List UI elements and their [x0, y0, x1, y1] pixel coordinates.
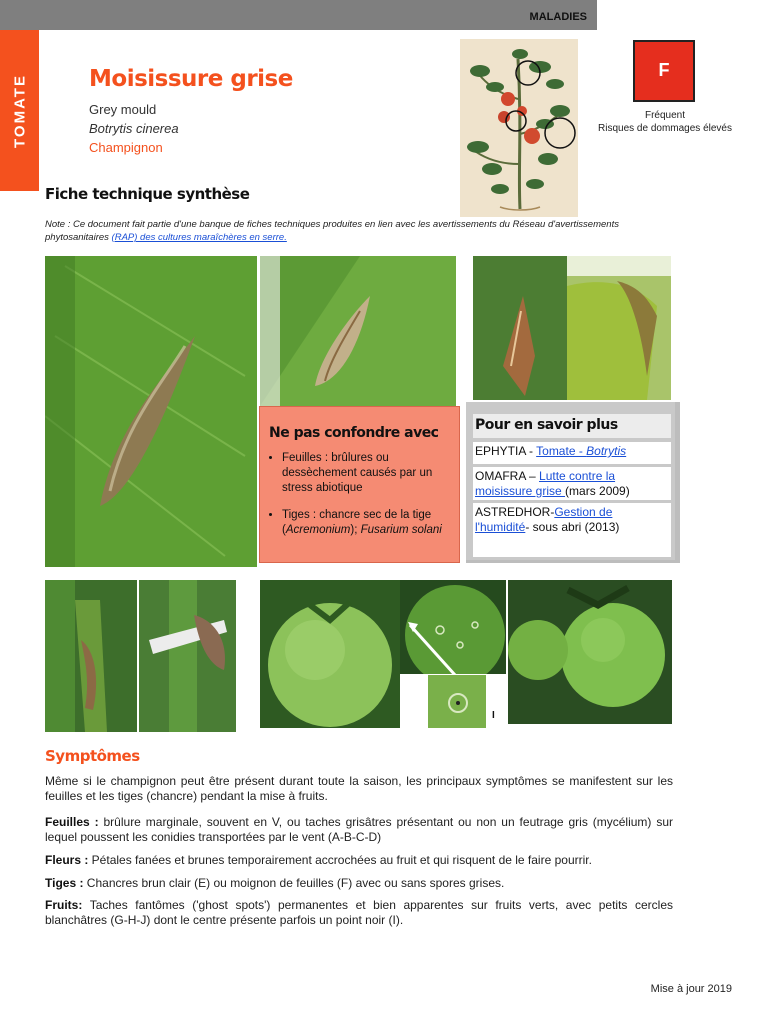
- leaves-text: brûlure marginale, souvent en V, ou taches grisâtres présentant ou non un feutrage gris (mycélium) sur lequel poussent les conidies transportées par le vent (A-B-C-D): [45, 815, 673, 844]
- latin-name: Botrytis cinerea: [89, 121, 179, 136]
- confusion-item-stems-sep: );: [350, 524, 361, 536]
- photo-b-leaf-spot: [260, 256, 456, 406]
- rap-link[interactable]: (RAP) des cultures maraîchères en serre.: [111, 232, 287, 243]
- ephytia-link[interactable]: [536, 444, 626, 458]
- update-date: Mise à jour 2019: [650, 983, 732, 995]
- photo-c-v-lesion: [473, 256, 567, 400]
- photo-d-leaf-margin: [567, 256, 671, 400]
- confusion-list: [266, 451, 460, 550]
- leaves-label: Feuilles :: [45, 815, 99, 829]
- more-info-row-astredhor: [473, 503, 671, 557]
- section-heading-fiche: Fiche technique synthèse: [45, 185, 250, 203]
- more-info-header: [473, 414, 671, 438]
- pathogen-type: Champignon: [89, 140, 163, 155]
- section-heading-symptoms: Symptômes: [45, 747, 140, 765]
- stems-text: Chancres brun clair (E) ou moignon de feuilles (F) avec ou sans spores grises.: [83, 876, 505, 890]
- photo-label-i: I: [492, 710, 495, 721]
- risk-badge: [633, 40, 695, 102]
- astredhor-date: - sous abri (2013): [525, 520, 620, 534]
- symptoms-flowers: [45, 853, 673, 868]
- section-label: MALADIES: [529, 11, 587, 23]
- omafra-date: (mars 2009): [565, 484, 630, 498]
- confusion-item-stems: [282, 508, 460, 538]
- omafra-link[interactable]: Lutte contre la moisissure grise: [475, 469, 616, 498]
- risk-description: [590, 109, 740, 135]
- page-title: Moisissure grise: [89, 66, 293, 92]
- symptoms-leaves: [45, 815, 673, 845]
- risk-letter: F: [658, 60, 670, 80]
- english-name: Grey mould: [89, 102, 157, 117]
- symptoms-stems: [45, 876, 673, 891]
- fusarium-name: Fusarium solani: [360, 524, 442, 536]
- confusion-item-leaves: • Feuilles : brûlures ou dessèchement causés par un stress abiotique: [282, 451, 460, 496]
- acremonium-name: Acremonium: [285, 524, 351, 536]
- photo-f-leaf-stump: [139, 580, 236, 732]
- photo-h-fruit-spots: [400, 580, 506, 674]
- tomato-plant-drawing: [460, 39, 578, 217]
- photo-g-ghost-spots: [260, 580, 400, 728]
- flowers-label: Fleurs :: [45, 853, 89, 867]
- stems-label: Tiges :: [45, 876, 84, 890]
- more-info-box: [466, 402, 680, 563]
- symptoms-intro: Même si le champignon peut être présent durant toute la saison, les principaux symptômes se manifestent sur les feuilles et les tiges (chancre) pendant la mise à fruits.: [45, 774, 673, 803]
- astredhor-label: ASTREDHOR-: [475, 505, 555, 519]
- ephytia-link-text: Tomate -: [536, 444, 587, 458]
- header-bar: [0, 0, 597, 30]
- photo-j-green-fruits: [508, 580, 672, 724]
- photo-i-spot-closeup: [428, 675, 486, 728]
- confusion-item-stems-text: Tiges : chancre sec de la tige (: [282, 509, 432, 536]
- confusion-box: [259, 406, 460, 563]
- photo-e-stem-canker: [45, 580, 137, 732]
- risk-frequency: Fréquent: [644, 110, 686, 121]
- botanical-illustration: [460, 39, 578, 217]
- more-info-row-omafra: [473, 467, 671, 500]
- side-tab: [0, 30, 39, 191]
- fruits-label: Fruits:: [45, 898, 83, 912]
- photo-a-leaf-blight: [45, 256, 257, 567]
- fruits-text: Taches fantômes ('ghost spots') permanentes et bien apparentes sur fruits verts, avec petits cercles blanchâtres (G-H-J) dont le centre présente parfois un point noir (I).: [45, 898, 673, 927]
- note-text: [45, 218, 685, 244]
- note-body: Note : Ce document fait partie d'une banque de fiches techniques produites en lien avec les avertissements du Réseau d'avertissements phytosanitaires: [45, 219, 619, 243]
- symptoms-fruits: [45, 898, 673, 928]
- ephytia-label: EPHYTIA -: [475, 444, 537, 458]
- more-info-row-ephytia: [473, 442, 671, 464]
- ephytia-link-botrytis: Botrytis: [586, 444, 627, 458]
- omafra-label: OMAFRA –: [475, 469, 540, 483]
- flowers-text: Pétales fanées et brunes temporairement accrochées au fruit et qui risquent de le faire pourrir.: [88, 853, 592, 867]
- confusion-title: Ne pas confondre avec: [269, 425, 439, 441]
- more-info-title: Pour en savoir plus: [475, 417, 618, 433]
- risk-damage: Risques de dommages élevés: [598, 123, 732, 134]
- side-tab-label: TOMATE: [11, 73, 28, 148]
- astredhor-link[interactable]: Gestion de l'humidité: [475, 505, 613, 534]
